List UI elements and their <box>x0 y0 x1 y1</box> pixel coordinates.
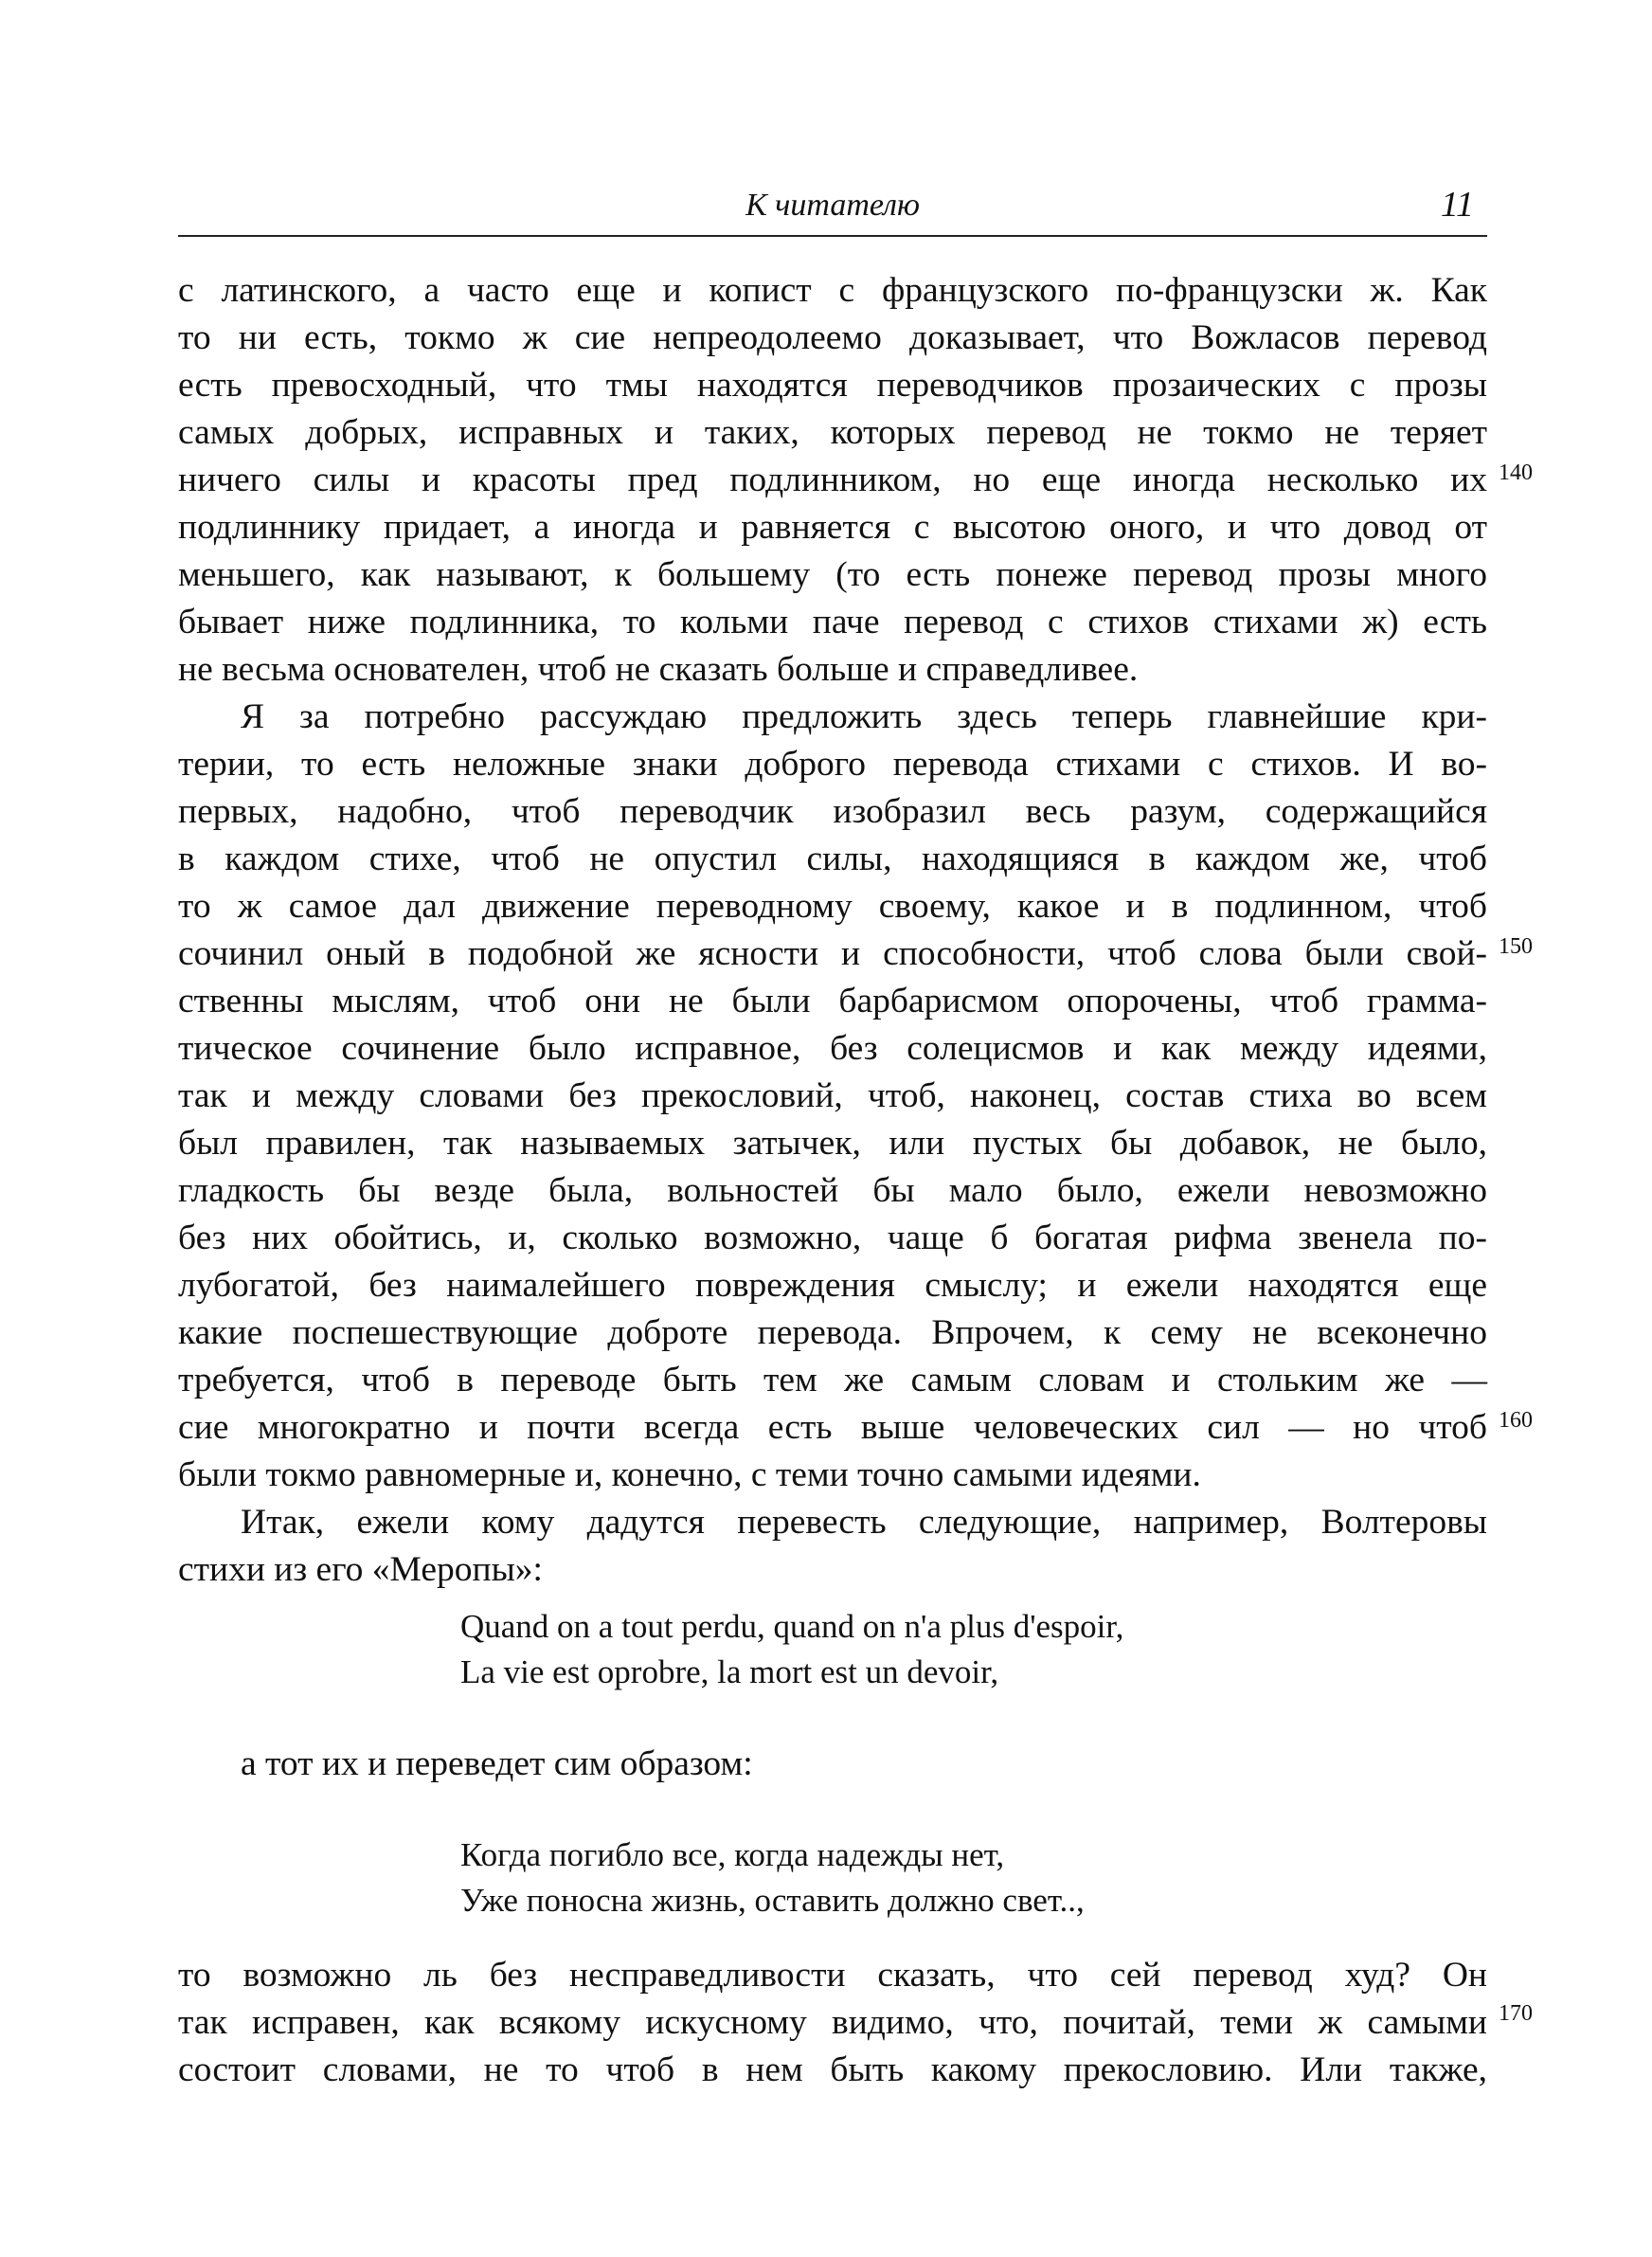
text-line: не весьма основателен, чтоб не сказать больше и справедливее. <box>178 650 1139 689</box>
text-line: тическое сочинение было исправное, без солецисмов и как между идеями, <box>178 1029 1487 1068</box>
text-line: гладкость бы везде была, вольностей бы мало было, ежели невозможно <box>178 1171 1487 1210</box>
line-number-140: 140 <box>1499 460 1533 485</box>
verse-line: Когда погибло все, когда надежды нет, <box>460 1836 1005 1873</box>
text-line: самых добрых, исправных и таких, которых перевод не токмо не теряет <box>178 413 1487 452</box>
text-line: подлиннику придает, а иногда и равняется с высотою оного, и что довод от <box>178 508 1487 547</box>
text-line: первых, надобно, чтоб переводчик изобразил весь разум, содержащийся <box>178 792 1487 831</box>
running-header <box>178 182 1487 237</box>
text-line: так исправен, как всякому искусному видимо, что, почитай, теми ж самыми <box>178 2003 1487 2042</box>
text-line: то ж самое дал движение переводному своему, какое и в подлинном, чтоб <box>178 887 1487 926</box>
text-line: были токмо равномерные и, конечно, с теми точно самыми идеями. <box>178 1455 1201 1494</box>
text-line: то ни есть, токмо ж сие непреодолеемо доказывает, что Вожласов перевод <box>178 318 1487 357</box>
text-line: ничего силы и красоты пред подлинником, но еще иногда несколько их <box>178 460 1487 499</box>
text-line: был правилен, так называемых затычек, или пустых бы добавок, не было, <box>178 1124 1487 1163</box>
running-title: К читателю <box>745 188 920 223</box>
text-line: состоит словами, не то чтоб в нем быть какому прекословию. Или также, <box>178 2050 1487 2089</box>
text-line: без них обойтись, и, сколько возможно, чаще б богатая рифма звенела по- <box>178 1219 1487 1257</box>
closing-text <box>178 1952 1487 2094</box>
text-line: так и между словами без прекословий, чтоб, наконец, состав стиха во всем <box>178 1076 1487 1115</box>
verse-line: Уже поносна жизнь, оставить должно свет.., <box>460 1882 1085 1919</box>
line-number-170: 170 <box>1499 2001 1533 2026</box>
french-quotation <box>460 1604 1313 1695</box>
page-number: 11 <box>1440 185 1474 225</box>
verse-line: La vie est oprobre, la mort est un devoir, <box>460 1653 999 1690</box>
text-line: лубогатой, без наималейшего повреждения смыслу; и ежели находятся еще <box>178 1266 1487 1305</box>
text-line: сие многократно и почти всегда есть выше человеческих сил — но чтоб <box>178 1408 1487 1447</box>
text-line: Я за потребно рассуждаю предложить здесь теперь главнейшие кри- <box>241 697 1487 736</box>
text-line: Итак, ежели кому дадутся перевесть следующие, например, Волтеровы <box>241 1503 1487 1542</box>
text-line: в каждом стихе, чтоб не опустил силы, находящияся в каждом же, чтоб <box>178 840 1487 878</box>
text-line: то возможно ль без несправедливости сказать, что сей перевод худ? Он <box>178 1956 1487 1995</box>
text-line: терии, то есть неложные знаки доброго перевода стихами с стихов. И во- <box>178 745 1487 784</box>
text-line: какие поспешествующие доброте перевода. Впрочем, к сему не всеконечно <box>178 1313 1487 1352</box>
russian-translation <box>460 1833 1313 1923</box>
line-number-150: 150 <box>1499 934 1533 959</box>
line-number-160: 160 <box>1499 1408 1533 1433</box>
text-line: бывает ниже подлинника, то кольми паче перевод с стихов стихами ж) есть <box>178 603 1487 641</box>
text-line: ственны мыслям, чтоб они не были барбарисмом опорочены, чтоб грамма- <box>178 982 1487 1020</box>
text-line: а тот их и переведет сим образом: <box>241 1744 753 1783</box>
main-text <box>178 267 1487 1594</box>
text-line: сочинил оный в подобной же ясности и способности, чтоб слова были свой- <box>178 934 1487 973</box>
bridge-paragraph <box>178 1741 1487 1788</box>
text-line: есть превосходный, что тмы находятся переводчиков прозаических с прозы <box>178 366 1487 405</box>
text-line: требуется, чтоб в переводе быть тем же самым словам и стольким же — <box>178 1361 1487 1399</box>
verse-line: Quand on a tout perdu, quand on n'a plus d'espoir, <box>460 1608 1124 1645</box>
text-line: меньшего, как называют, к большему (то есть понеже перевод прозы много <box>178 555 1487 594</box>
text-line: с латинского, а часто еще и копист с французского по-французски ж. Как <box>178 271 1487 310</box>
text-line: стихи из его «Меропы»: <box>178 1550 543 1589</box>
